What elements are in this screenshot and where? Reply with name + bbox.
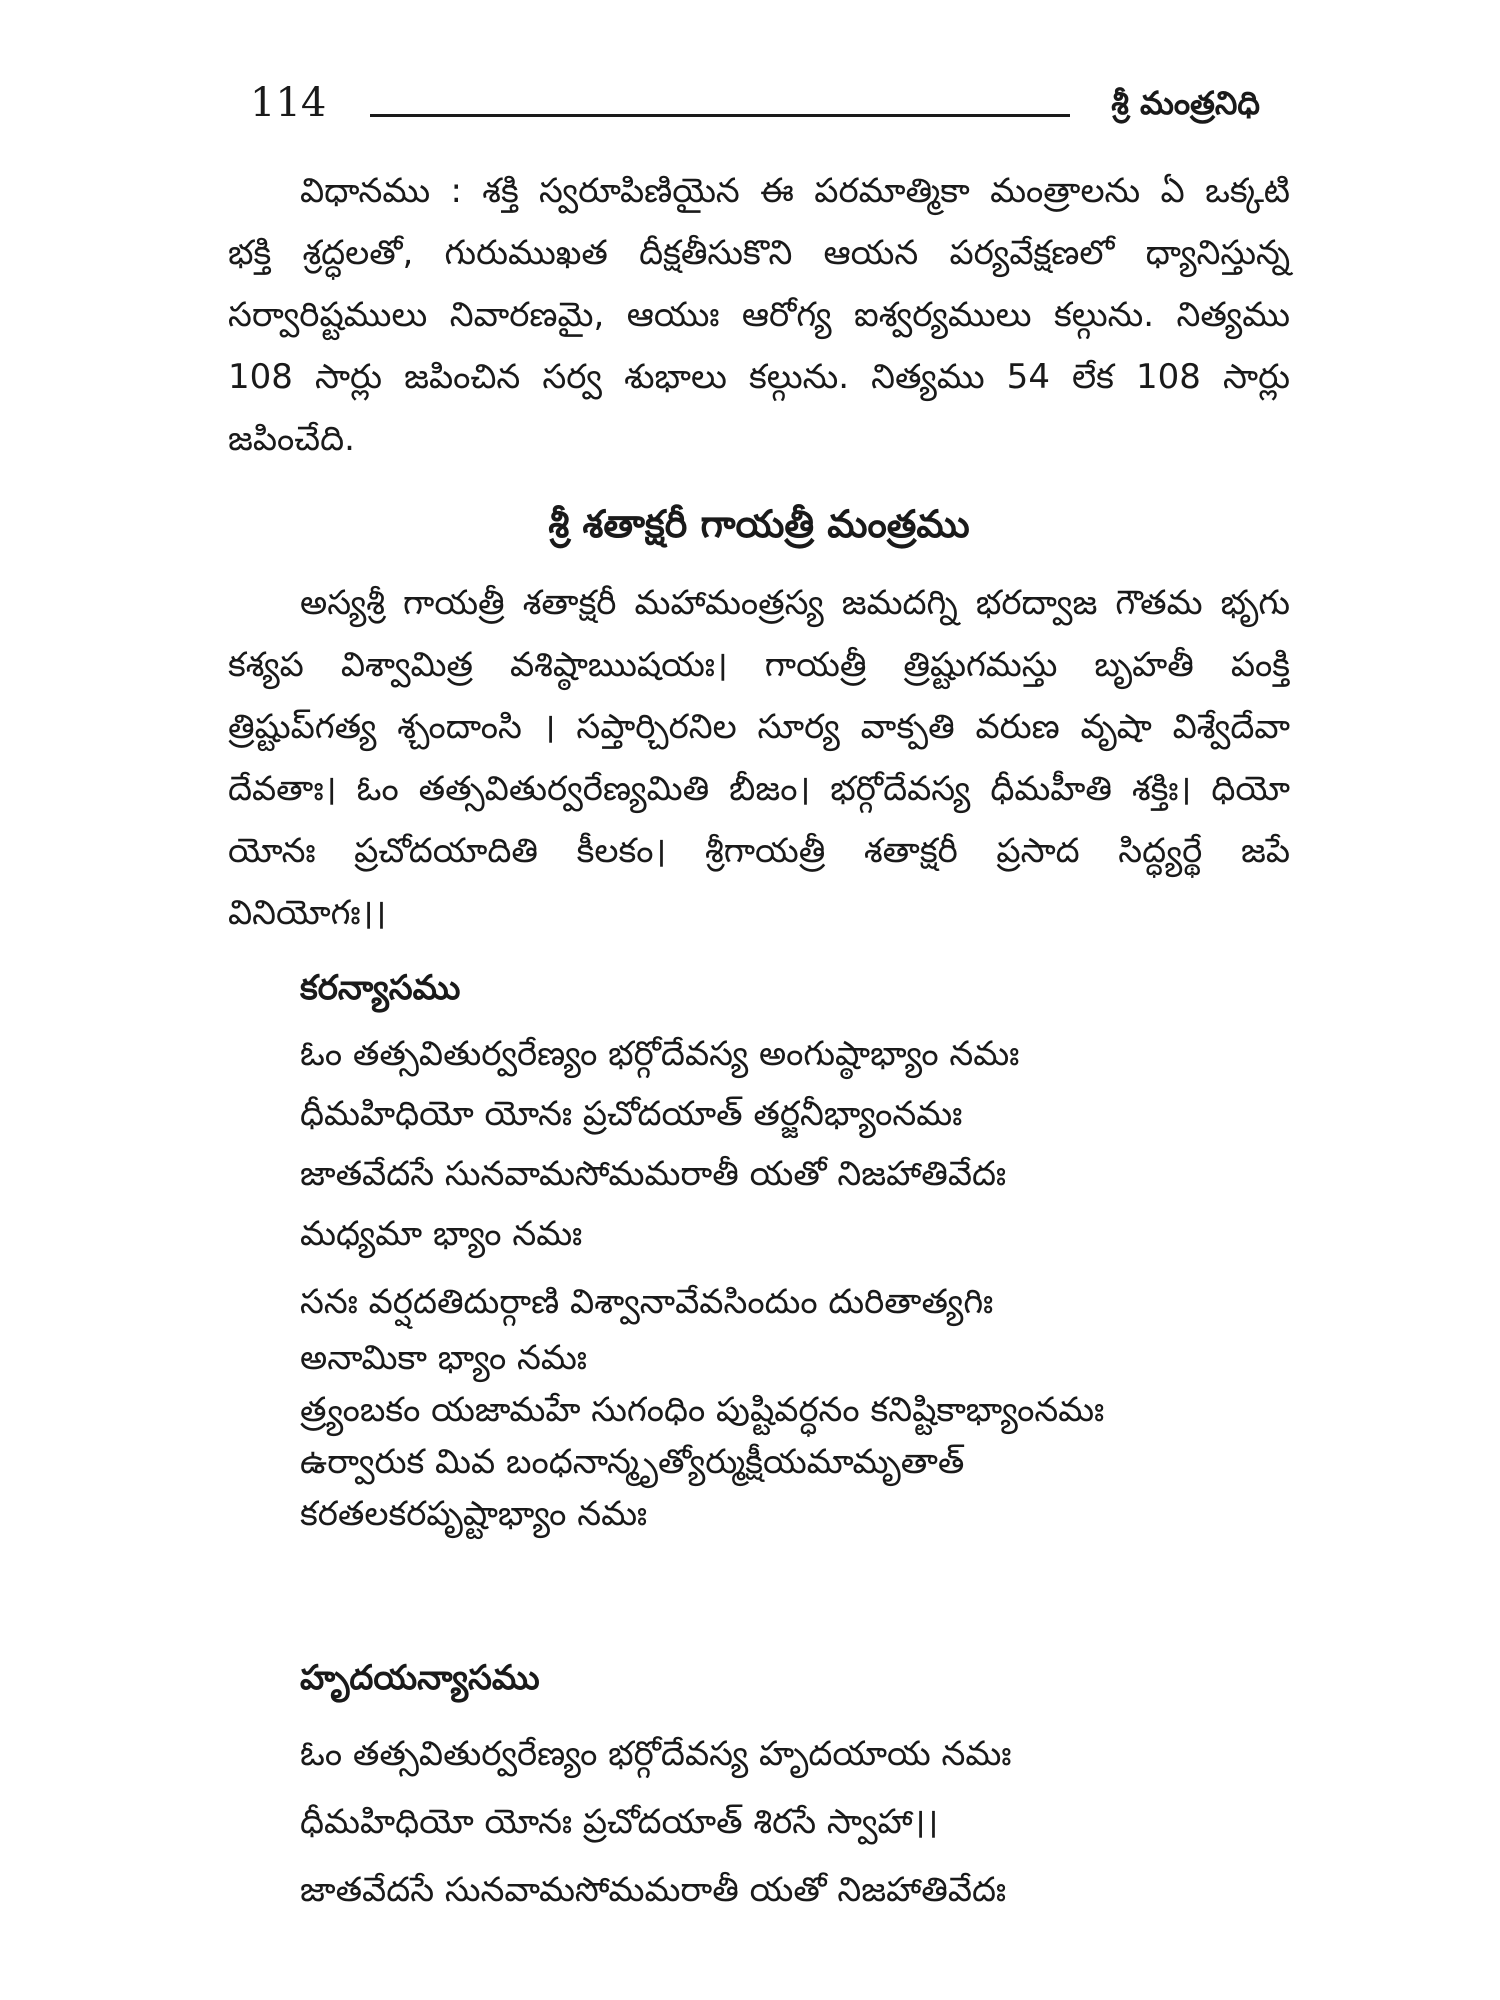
hrudayanyasam-heading: హృదయన్యాసము [300, 1658, 540, 1698]
verse-line: జాతవేదసే సునవామసోమమరాతీ యతో నిజహాతివేదః [300, 1870, 1007, 1910]
verse-line: ఉర్వారుక మివ బంధనాన్మృత్యోర్ముక్షీయమామృతాత్ [300, 1442, 965, 1482]
verse-line: సనః వర్షదతిదుర్గాణి విశ్వానావేవసిందుం దురితాత్యగిః [300, 1282, 994, 1322]
header-rule [370, 114, 1070, 117]
verse-line: అనామికా భ్యాం నమః [300, 1338, 587, 1378]
section-heading: శ్రీ శతాక్షరీ గాయత్రీ మంత్రము [548, 502, 970, 546]
running-title: శ్రీ మంత్రనిధి [1111, 84, 1260, 122]
verse-line: కరతలకరపృష్టాభ్యాం నమః [300, 1494, 648, 1534]
verse-line: ఓం తత్సవితుర్వరేణ్యం భర్గోదేవస్య హృదయాయ నమః [300, 1734, 1012, 1774]
verse-line: జాతవేదసే సునవామసోమమరాతీ యతో నిజహాతివేదః [300, 1154, 1007, 1194]
vidhanam-paragraph: విధానము : శక్తి స్వరూపిణియైన ఈ పరమాత్మికా మంత్రాలను ఏ ఒక్కటి భక్తి శ్రద్ధలతో, గురుముఖత దీక్షతీసుకొని ఆయన పర్యవేక్షణలో ధ్యానిస్తున్న సర్వారిష్టములు నివారణమై, ఆయుః ఆరోగ్య ఐశ్వర్యములు కల్గును. నిత్యము 108 సార్లు జపించిన సర్వ శుభాలు కల్గును. నిత్యము 54 లేక 108 సార్లు జపించేది. [228, 171, 1290, 459]
page-number: 114 [250, 80, 327, 126]
asya-paragraph: అస్యశ్రీ గాయత్రీ శతాక్షరీ మహామంత్రస్య జమదగ్ని భరద్వాజ గౌతమ భృగు కశ్యప విశ్వామిత్ర వశిష్ఠాఋషయః। గాయత్రీ త్రిష్టుగమస్తు బృహతీ పంక్తి త్రిష్టుప్‌గత్య శ్చందాంసి । సప్తార్చిరనిల సూర్య వాక్పతి వరుణ వృషా విశ్వేదేవా దేవతాః। ఓం తత్సవితుర్వరేణ్యమితి బీజం। భర్గోదేవస్య ధీమహీతి శక్తిః। ధియో యోనః ప్రచోదయాదితి కీలకం। శ్రీగాయత్రీ శతాక్షరీ ప్రసాద సిద్ధ్యర్థే జపే వినియోగః।। [228, 583, 1290, 933]
verse-line: ఓం తత్సవితుర్వరేణ్యం భర్గోదేవస్య అంగుష్ఠాభ్యాం నమః [300, 1034, 1020, 1074]
hrudayanyasam-verse-list [300, 1720, 1300, 1924]
page-header [250, 78, 1260, 138]
verse-line: త్ర్యంబకం యజామహే సుగంధిం పుష్టివర్ధనం కనిష్టికాభ్యాంనమః [300, 1390, 1105, 1430]
verse-line: ధీమహిధియో యోనః ప్రచోదయాత్ శిరసే స్వాహా।। [300, 1802, 939, 1842]
verse-line: ధీమహిధియో యోనః ప్రచోదయాత్ తర్జనీభ్యాంనమః [300, 1094, 963, 1134]
karanyasam-verse-list [300, 1024, 1300, 1540]
verse-line: మధ్యమా భ్యాం నమః [300, 1214, 583, 1254]
karanyasam-heading: కరన్యాసము [300, 968, 461, 1008]
